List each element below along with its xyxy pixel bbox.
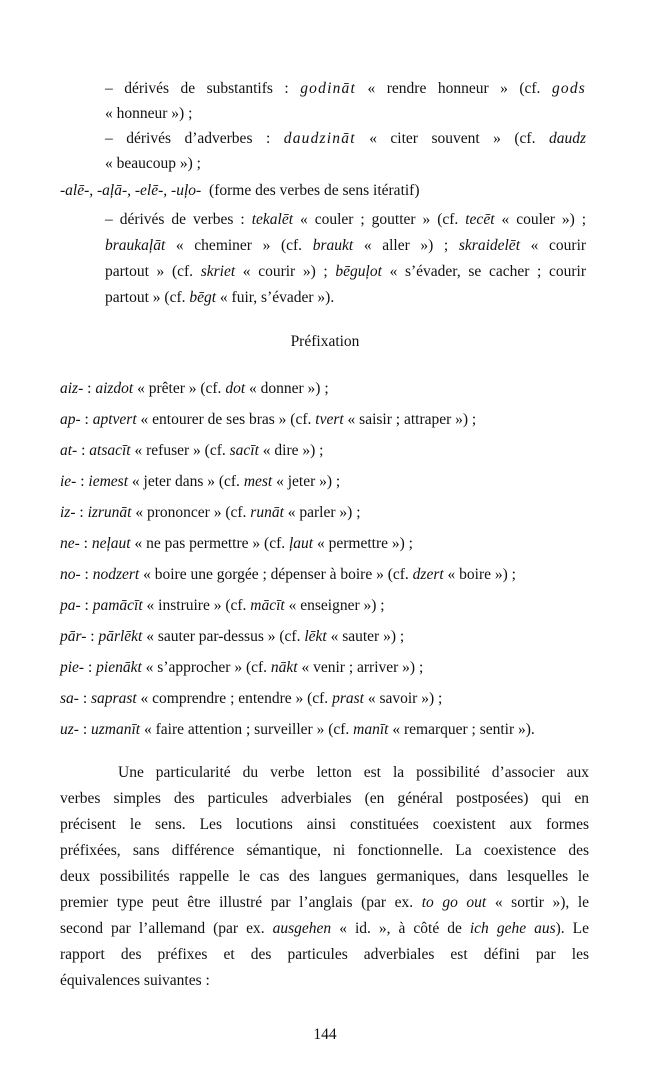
paragraph-line: équivalences suivantes : [60, 972, 210, 989]
prefix-item: pa- : pamācīt « instruire » (cf. mācīt « enseigner ») ; [60, 597, 385, 614]
paragraph-line: deux possibilités rappelle le cas des langues germaniques, dans lesquelles le [60, 868, 589, 885]
prefix-item: pie- : pienākt « s’approcher » (cf. nākt « venir ; arriver ») ; [60, 659, 424, 676]
paragraph-line: précisent le sens. Les locutions ainsi constituées coexistent aux formes [60, 816, 589, 833]
derived-from-verbs-line-4: partout » (cf. bēgt « fuir, s’évader »). [105, 289, 335, 306]
paragraph-line: rapport des préfixes et des particules adverbiales est défini par les [60, 946, 589, 963]
page-number: 144 [313, 1026, 337, 1043]
paragraph-line: Une particularité du verbe letton est la possibilité d’associer aux [118, 764, 589, 781]
prefix-item: ap- : aptvert « entourer de ses bras » (cf. tvert « saisir ; attraper ») ; [60, 411, 477, 428]
prefix-item: ne- : neļaut « ne pas permettre » (cf. ļaut « permettre ») ; [60, 535, 413, 552]
derived-from-nouns-line: – dérivés de substantifs : godināt « rendre honneur » (cf. gods [105, 80, 587, 97]
paragraph-line: second par l’allemand (par ex. ausgehen « id. », à côté de ich gehe aus). Le [60, 920, 590, 937]
prefix-item: ie- : iemest « jeter dans » (cf. mest « jeter ») ; [60, 473, 341, 490]
derived-from-verbs-line-2: braukaļāt « cheminer » (cf. braukt « aller ») ; skraidelēt « courir [105, 237, 587, 254]
paragraph-line: premier type peut être illustré par l’anglais (par ex. to go out « sortir »), le [60, 894, 590, 911]
prefix-item: sa- : saprast « comprendre ; entendre » (cf. prast « savoir ») ; [60, 690, 443, 707]
paragraph-line: préfixées, sans différence sémantique, ni fonctionnelle. La coexistence des [60, 842, 589, 859]
prefix-item: aiz- : aizdot « prêter » (cf. dot « donner ») ; [60, 380, 329, 397]
derived-from-adverbs-line: – dérivés d’adverbes : daudzināt « citer souvent » (cf. daudz [105, 130, 586, 147]
prefix-item: iz- : izrunāt « prononcer » (cf. runāt « parler ») ; [60, 504, 361, 521]
derived-from-nouns-line-2: « honneur ») ; [105, 105, 193, 122]
paragraph-line: verbes simples des particules adverbiales (en général postposées) qui en [60, 790, 589, 807]
derived-from-adverbs-line-2: « beaucoup ») ; [105, 155, 201, 172]
iterative-suffixes-line: -alē-, -aļā-, -elē-, -uļo- (forme des verbes de sens itératif) [60, 182, 420, 199]
prefix-item: uz- : uzmanīt « faire attention ; surveiller » (cf. manīt « remarquer ; sentir »). [60, 721, 535, 738]
prefix-item: pār- : pārlēkt « sauter par-dessus » (cf. lēkt « sauter ») ; [60, 628, 405, 645]
derived-from-verbs-line-3: partout » (cf. skriet « courir ») ; bēguļot « s’évader, se cacher ; courir [105, 263, 586, 280]
prefix-item: no- : nodzert « boire une gorgée ; dépenser à boire » (cf. dzert « boire ») ; [60, 566, 516, 583]
section-heading: Préfixation [290, 333, 360, 350]
prefix-item: at- : atsacīt « refuser » (cf. sacīt « dire ») ; [60, 442, 324, 459]
derived-from-verbs-line-1: – dérivés de verbes : tekalēt « couler ; goutter » (cf. tecēt « couler ») ; [105, 211, 587, 228]
